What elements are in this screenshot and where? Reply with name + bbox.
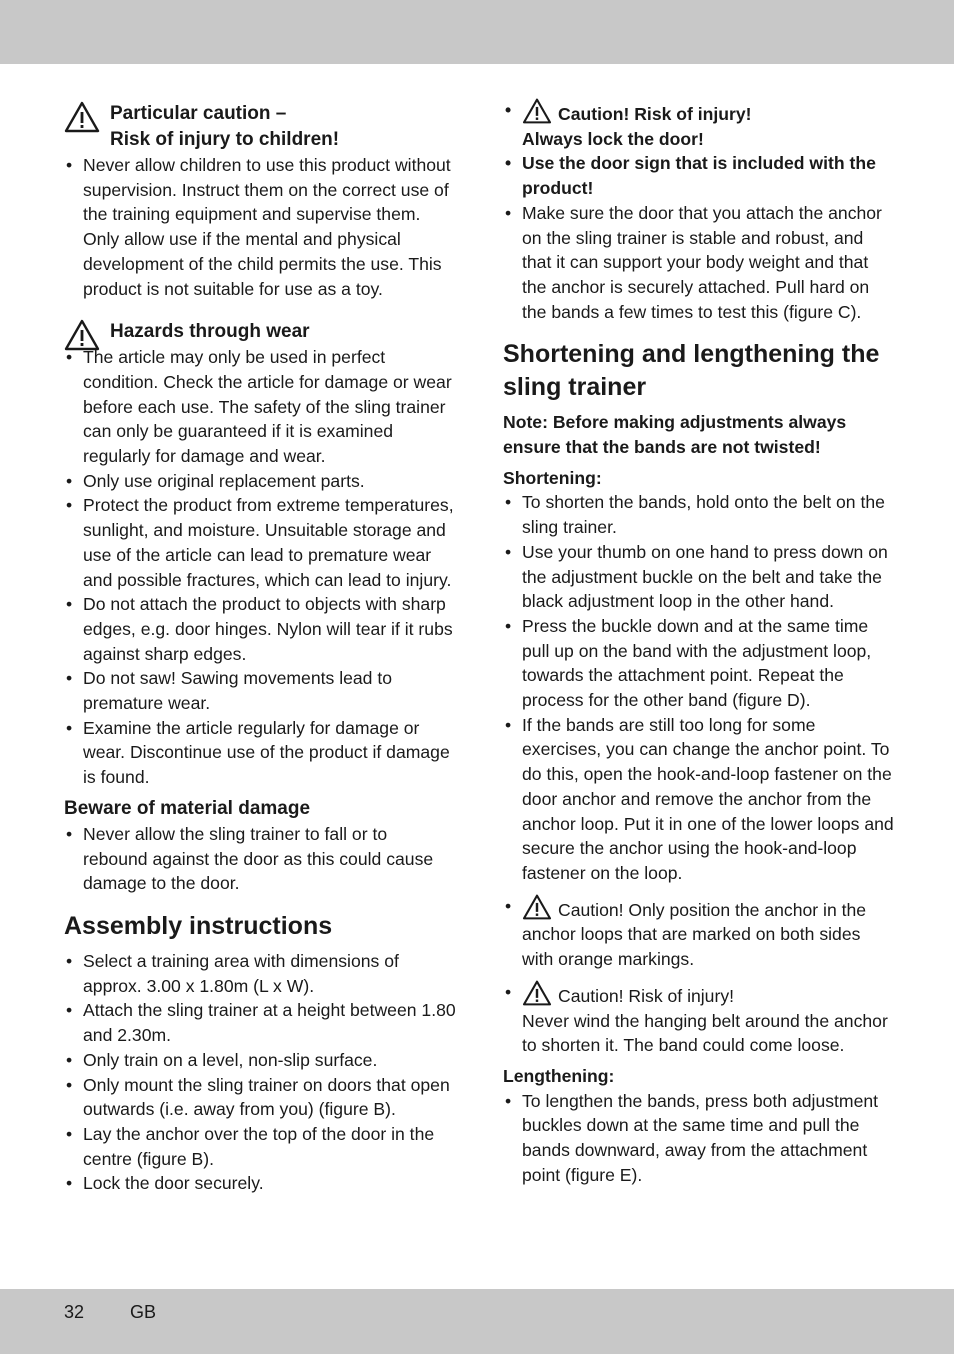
shortening-lengthening-heading: Shortening and lengthening the sling trainer: [503, 340, 880, 402]
warning-icon: [522, 98, 552, 124]
list-item: • Protect the product from extreme temperatures, sunlight, and moisture. Unsuitable storage and use of the article can lead to premature wear and possible fractures, which can lead to injury.: [66, 495, 454, 590]
page-number: 32: [64, 1302, 85, 1322]
material-damage-heading: Beware of material damage: [64, 797, 311, 819]
assembly-heading: Assembly instructions: [64, 911, 333, 940]
right-column: [503, 98, 895, 1187]
door-caution-list: [503, 98, 895, 324]
list-item: • Never allow children to use this product without supervision. Instruct them on the correct use of the training equipment and supervise them. Only allow use if the mental and physical development of the child permits the use. This product is not suitable for use as a toy.: [66, 155, 451, 299]
warning-icon: [64, 101, 100, 133]
list-item: • Do not saw! Sawing movements lead to premature wear.: [66, 668, 393, 714]
anchor-caution-list: [503, 894, 895, 972]
list-item: • If the bands are still too long for some exercises, you can change the anchor point. To do this, open the hook-and-loop fastener on the door anchor and remove the anchor from the anchor loop. Put it in one of the lower loops and secure the anchor using the hook-and-loop fastener on the loop.: [505, 714, 894, 883]
warning-icon: [522, 894, 552, 920]
lengthening-label: Lengthening:: [503, 1065, 615, 1086]
list-item: • Use the door sign that is included with the product!: [505, 153, 876, 199]
list-item: • Never allow the sling trainer to fall or to rebound against the door as this could cause damage to the door.: [66, 823, 434, 894]
list-item: • Only train on a level, non-slip surface.: [66, 1049, 378, 1070]
header-bar: [0, 0, 954, 64]
note-text: Note: Before making adjustments always ensure that the bands are not twisted!: [503, 412, 847, 458]
list-item: • Caution! Only position the anchor in the anchor loops that are marked on both sides with orange markings.: [505, 895, 867, 970]
list-item: • Only mount the sling trainer on doors that open outwards (i.e. away from you) (figure B).: [66, 1074, 450, 1120]
shortening-list: [503, 490, 895, 885]
list-item: • Lock the door securely.: [66, 1173, 264, 1194]
material-list: [64, 822, 456, 896]
wear-list: [64, 345, 456, 790]
list-item: • The article may only be used in perfect condition. Check the article for damage or wear before each use. The safety of the sling trainer can only be guaranteed if it is examined regularly for damage and wear.: [66, 347, 452, 467]
assembly-list: [64, 949, 456, 1196]
list-item: • Press the buckle down and at the same time pull up on the band with the adjustment loop, towards the attachment point. Repeat the process for the other band (figure D).: [505, 615, 872, 711]
list-item: • To shorten the bands, hold onto the belt on the sling trainer.: [505, 492, 885, 538]
injury-caution-list: [503, 980, 895, 1058]
list-item: • Use your thumb on one hand to press down on the adjustment buckle on the belt and take the black adjustment loop in the other hand.: [505, 541, 888, 612]
list-item: • Attach the sling trainer at a height between 1.80 and 2.30m.: [66, 1000, 456, 1046]
wear-heading: [64, 319, 456, 345]
children-caution-heading: [64, 101, 456, 153]
list-item: • Examine the article regularly for damage or wear. Discontinue use of the product if damage is found.: [66, 717, 450, 788]
left-column: [64, 98, 456, 1196]
list-item: • Caution! Risk of injury! Always lock the door!: [505, 100, 752, 149]
list-item: • Only use original replacement parts.: [66, 470, 365, 491]
shortening-label: Shortening:: [503, 467, 602, 488]
children-list: [64, 153, 456, 301]
list-item: • Caution! Risk of injury! Never wind the hanging belt around the anchor to shorten it. The band could come loose.: [505, 981, 888, 1056]
language-code: GB: [130, 1302, 157, 1322]
warning-icon: [522, 980, 552, 1006]
list-item: • Do not attach the product to objects with sharp edges, e.g. door hinges. Nylon will tear if it rubs against sharp edges.: [66, 594, 453, 664]
list-item: • Select a training area with dimensions of approx. 3.00 x 1.80m (L x W).: [66, 950, 399, 996]
list-item: • To lengthen the bands, press both adjustment buckles down at the same time and pull the bands downward, away from the attachment point (figure E).: [505, 1090, 879, 1185]
children-title-line1: Particular caution –: [110, 103, 287, 124]
list-item: • Make sure the door that you attach the anchor on the sling trainer is stable and robust, and that it can support your body weight and that the anchor is securely attached. Pull hard on the bands a few times to test this (figure C).: [505, 202, 882, 322]
list-item: • Lay the anchor over the top of the door in the centre (figure B).: [66, 1123, 435, 1169]
wear-title: Hazards through wear: [110, 321, 310, 343]
lengthening-list: [503, 1089, 895, 1188]
children-title-line2: Risk of injury to children!: [110, 129, 340, 150]
